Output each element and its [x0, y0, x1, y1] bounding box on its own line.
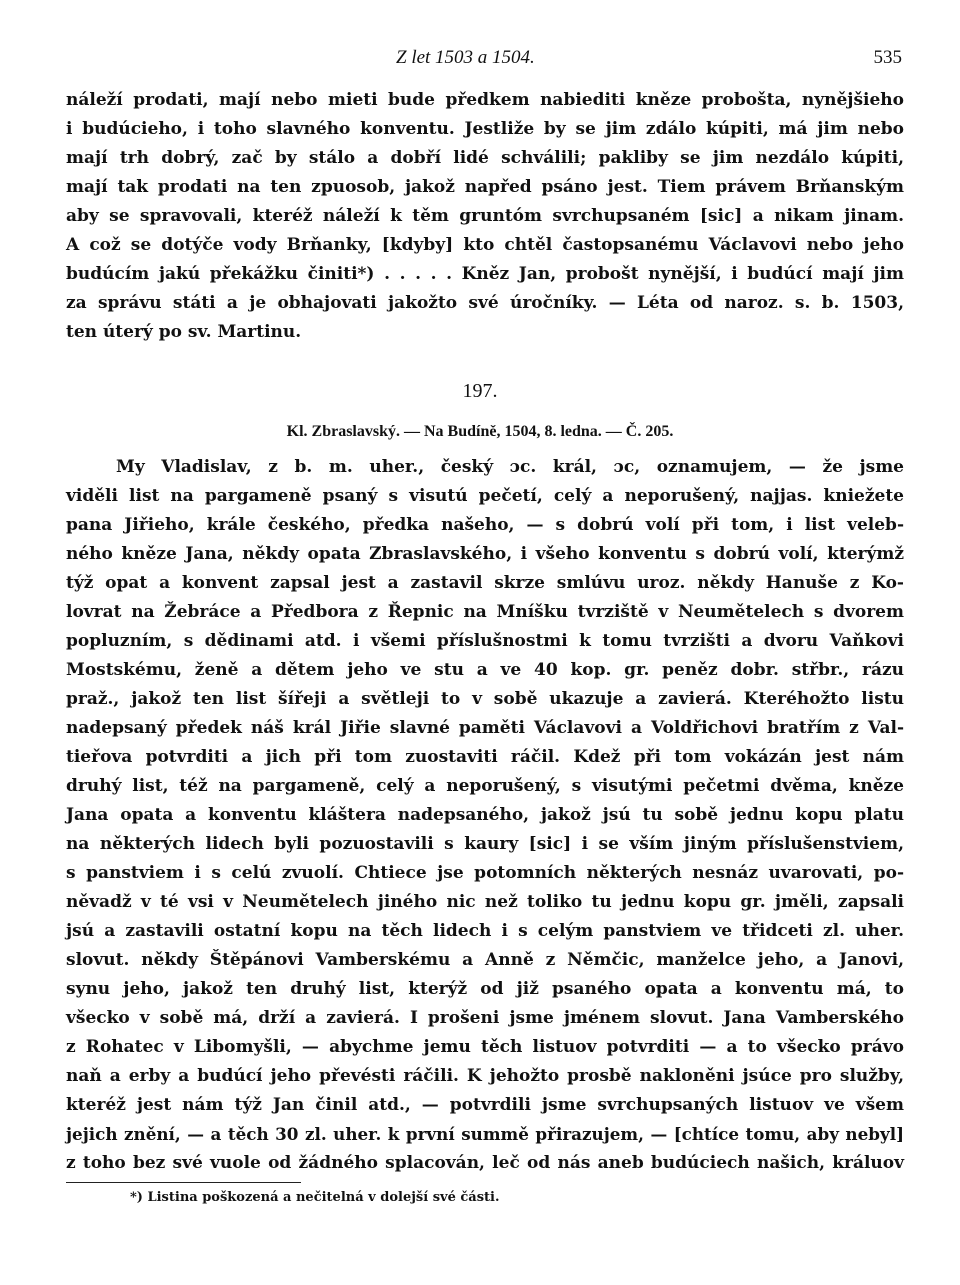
document-number: 197. — [462, 380, 498, 402]
text-line: aby se spravovali, kteréž náleží k těm gruntóm svrchupsaném [sic] a nikam jinam. — [66, 206, 904, 226]
text-line: všecko v sobě má, drží a zavierá. I prošeni jsme jménem slovut. Jana Vamberského — [66, 1008, 904, 1028]
text-line: budúcím jakú překážku činiti*) . . . . . Kněz Jan, probošt nynější, i budúcí mají jim — [66, 264, 904, 284]
text-line: slovut. někdy Štěpánovi Vamberskému a Anně z Němčic, manželce jeho, a Janovi, — [66, 950, 904, 970]
text-line: jsú a zastavili ostatní kopu na těch lidech i s celým panstviem ve třidceti zl. uher. — [66, 921, 904, 941]
text-line: lovrat na Žebráce a Předbora z Řepnic na Mníšku tvrziště v Neumětelech s dvorem — [66, 602, 904, 622]
text-line: z toho bez své vuole od žádného splacován, leč od nás aneb budúciech našich, králuov — [66, 1153, 904, 1173]
text-line: viděli list na pargameně psaný s visutú pečetí, celý a neporušený, najjas. kniežete — [66, 486, 904, 506]
text-line: My Vladislav, z b. m. uher., český ɔc. král, ɔc, oznamujem, — že jsme — [116, 457, 904, 477]
text-line: týž opat a konvent zapsal jest a zastavil skrze smlúvu uroz. někdy Hanuše z Ko- — [66, 573, 904, 593]
text-line: A což se dotýče vody Brňanky, [kdyby] kto chtěl častopsanému Václavovi nebo jeho — [66, 235, 904, 255]
text-line: tieřova potvrditi a jich při tom zuostaviti ráčil. Kdež při tom vokázán jest nám — [66, 747, 904, 767]
text-line: mají tak prodati na ten zpuosob, jakož napřed psáno jest. Tiem právem Brňanským — [66, 177, 904, 197]
document-header: Kl. Zbraslavský. — Na Budíně, 1504, 8. ledna. — Č. 205. — [286, 423, 674, 440]
text-line: mají trh dobrý, zač by stálo a dobří lidé schválili; pakliby se jim nezdálo kúpiti, — [66, 148, 904, 168]
text-line: s panstviem i s celú zvuolí. Chtiece jse potomních některých nesnáz uvarovati, po- — [66, 863, 904, 883]
text-line: synu jeho, jakož ten druhý list, kterýž od již psaného opata a konventu má, to — [66, 979, 904, 999]
text-line: praž., jakož ten list šířeji a světleji to v sobě ukazuje a zavierá. Kteréhožto listu — [66, 689, 904, 709]
text-line: jejich znění, — a těch 30 zl. uher. k první summě přirazujem, — [chtíce tomu, aby nebyl] — [66, 1124, 904, 1144]
text-line: ného kněze Jana, někdy opata Zbraslavského, i všeho konventu s dobrú volí, kterýmž — [66, 544, 904, 564]
text-line: i budúcieho, i toho slavného konventu. Jestliže by se jim zdálo kúpiti, má jim nebo — [66, 119, 904, 139]
footnote-divider — [66, 1182, 301, 1183]
text-line: z Rohatec v Libomyšli, — abychme jemu těch listuov potvrditi — a to všecko právo — [66, 1037, 904, 1057]
running-head — [66, 47, 904, 73]
text-line: na některých lidech byli pozuostavili s kaury [sic] i se vším jiným příslušenstviem, — [66, 834, 904, 854]
text-line: ten úterý po sv. Martinu. — [66, 322, 302, 342]
text-line: za správu státi a je obhajovati jakožto své úročníky. — Léta od naroz. s. b. 1503, — [66, 293, 904, 313]
footnote: *) Listina poškozená a nečitelná v dolejší své části. — [130, 1190, 500, 1205]
text-line: Jana opata a konventu kláštera nadepsaného, jakož jsú tu sobě jednu kopu platu — [66, 805, 904, 825]
page-number: 535 — [873, 47, 902, 68]
text-line: druhý list, též na pargameně, celý a neporušený, s visutými pečetmi dvěma, kněze — [66, 776, 904, 796]
text-line: pana Jiřieho, krále českého, předka našeho, — s dobrú volí při tom, i list veleb- — [66, 515, 904, 535]
text-line: nadepsaný předek náš král Jiřie slavné paměti Václavovi a Voldřichovi bratřím z Val- — [66, 718, 904, 738]
text-line: něvadž v té vsi v Neumětelech jiného nic než toliko tu jednu kopu gr. jměli, zapsali — [66, 892, 904, 912]
text-line: Mostskému, ženě a dětem jeho ve stu a ve 40 kop. gr. peněz dobr. střbr., rázu — [66, 660, 904, 680]
running-title: Z let 1503 a 1504. — [396, 47, 535, 68]
text-line: popluzním, s dědinami atd. i všemi příslušnostmi k tomu tvrzišti a dvoru Vaňkovi — [66, 631, 904, 651]
text-line: naň a erby a budúcí jeho převésti ráčili. K jehožto prosbě nakloněni jsúce pro služby, — [66, 1066, 904, 1086]
text-line: náleží prodati, mají nebo mieti bude předkem nabiediti kněze probošta, nynějšieho — [66, 90, 904, 110]
text-line: kteréž jest nám týž Jan činil atd., — potvrdili jsme svrchupsaných listuov ve všem — [66, 1095, 904, 1115]
